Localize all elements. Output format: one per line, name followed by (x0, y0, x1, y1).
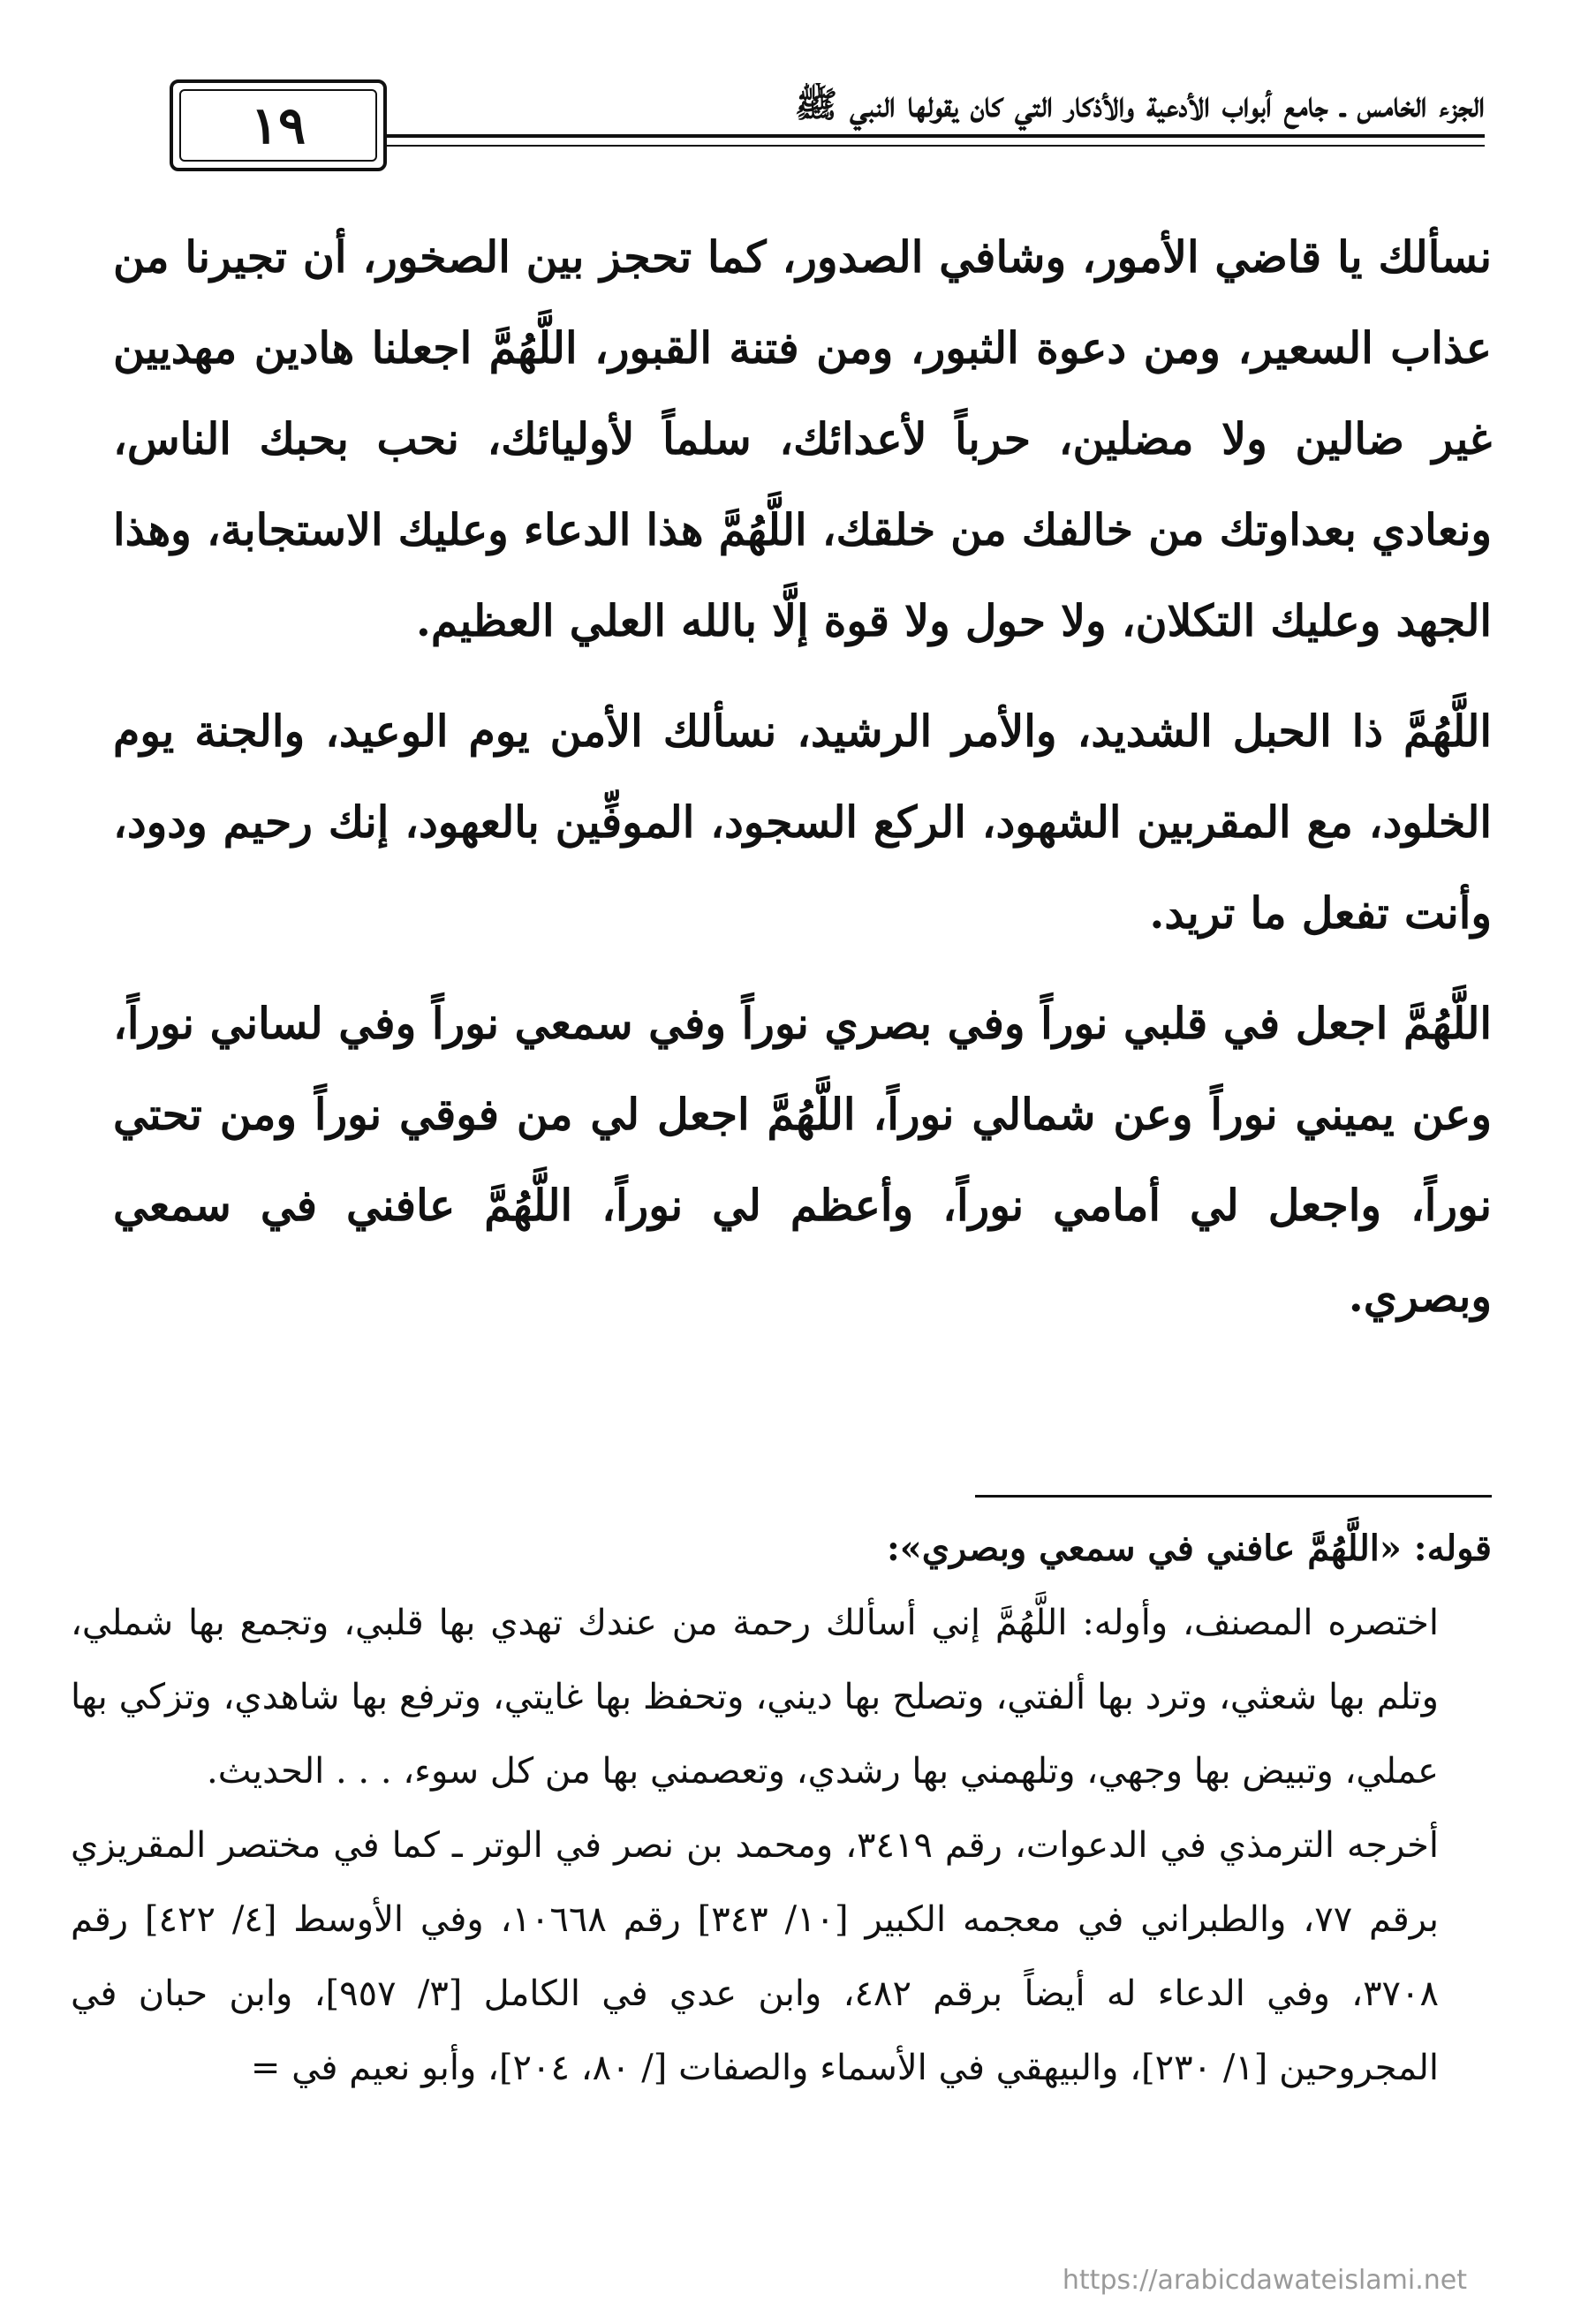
paragraph: نسألك يا قاضي الأمور، وشافي الصدور، كما تحجز بين الصخور، أن تجيرنا من عذاب السعير، ومن دعوة الثبور، ومن فتنة القبور، اللَّهُمَّ اجعلنا هادين مهديين غير ضالين ولا مضلين، حرباً لأعدائك، سلماً لأوليائك، نحب بحبك الناس، ونعادي بعداوتك من خالفك من خلقك، اللَّهُمَّ هذا الدعاء وعليك الاستجابة، وهذا الجهد وعليك التكلان، ولا حول ولا قوة إلَّا بالله العلي العظيم. (113, 231, 1492, 646)
watermark-url: https://arabicdawateislami.net (1062, 2265, 1467, 2296)
footnotes (71, 1512, 1492, 2105)
page-number-frame (170, 79, 387, 171)
header-rule (380, 134, 1485, 138)
main-text (113, 212, 1492, 1342)
footnote-paragraph: اختصره المصنف، وأوله: اللَّهُمَّ إني أسألك رحمة من عندك تهدي بها قلبي، وتجمع بها شملي، وتلم بها شعثي، وترد بها ألفتي، وتصلح بها ديني، وتحفظ بها غايتي، وترفع بها شاهدي، وتزكي بها عملي، وتبيض بها وجهي، وتلهمني بها رشدي، وتعصمني بها من كل سوء، . . . الحديث. (71, 1603, 1440, 1792)
page-number: ١٩ (250, 95, 306, 155)
footnote-paragraph: أخرجه الترمذي في الدعوات، رقم ٣٤١٩، ومحمد بن نصر في الوتر ـ كما في مختصر المقريزي برقم ٧٧، والطبراني في معجمه الكبير [١٠/ ٣٤٣] رقم ١٠٦٦٨، وفي الأوسط [٤/ ٤٢٢] رقم ٣٧٠٨، وفي الدعاء له أيضاً برقم ٤٨٢، وابن عدي في الكامل [٣/ ٩٥٧]، وابن حبان في المجروحين [١/ ٢٣٠]، والبيهقي في الأسماء والصفات [/ ٨٠، ٢٠٤]، وأبو نعيم في = (71, 1825, 1439, 2088)
footnote-heading: قوله: «اللَّهُمَّ عافني في سمعي وبصري»: (886, 1528, 1492, 1569)
header-title: الجزء الخامس ـ جامع أبواب الأدعية والأذكار التي كان يقولها النبي ﷺ (794, 84, 1485, 125)
paragraph: اللَّهُمَّ ذا الحبل الشديد، والأمر الرشيد، نسألك الأمن يوم الوعيد، والجنة يوم الخلود، مع المقربين الشهود، الركع السجود، الموفِّين بالعهود، إنك رحيم ودود، وأنت تفعل ما تريد. (113, 706, 1492, 939)
header-rule (380, 145, 1485, 147)
header-rule (1430, 145, 1485, 147)
footnote-separator (975, 1495, 1492, 1498)
running-header (115, 71, 1485, 177)
paragraph: اللَّهُمَّ اجعل في قلبي نوراً وفي بصري نوراً وفي سمعي نوراً وفي لساني نوراً، وعن يميني نوراً وعن شمالي نوراً، اللَّهُمَّ اجعل لي من فوقي نوراً ومن تحتي نوراً، واجعل لي أمامي نوراً، وأعظم لي نوراً، اللَّهُمَّ عافني في سمعي وبصري. (113, 998, 1492, 1322)
header-rule (1430, 134, 1485, 138)
